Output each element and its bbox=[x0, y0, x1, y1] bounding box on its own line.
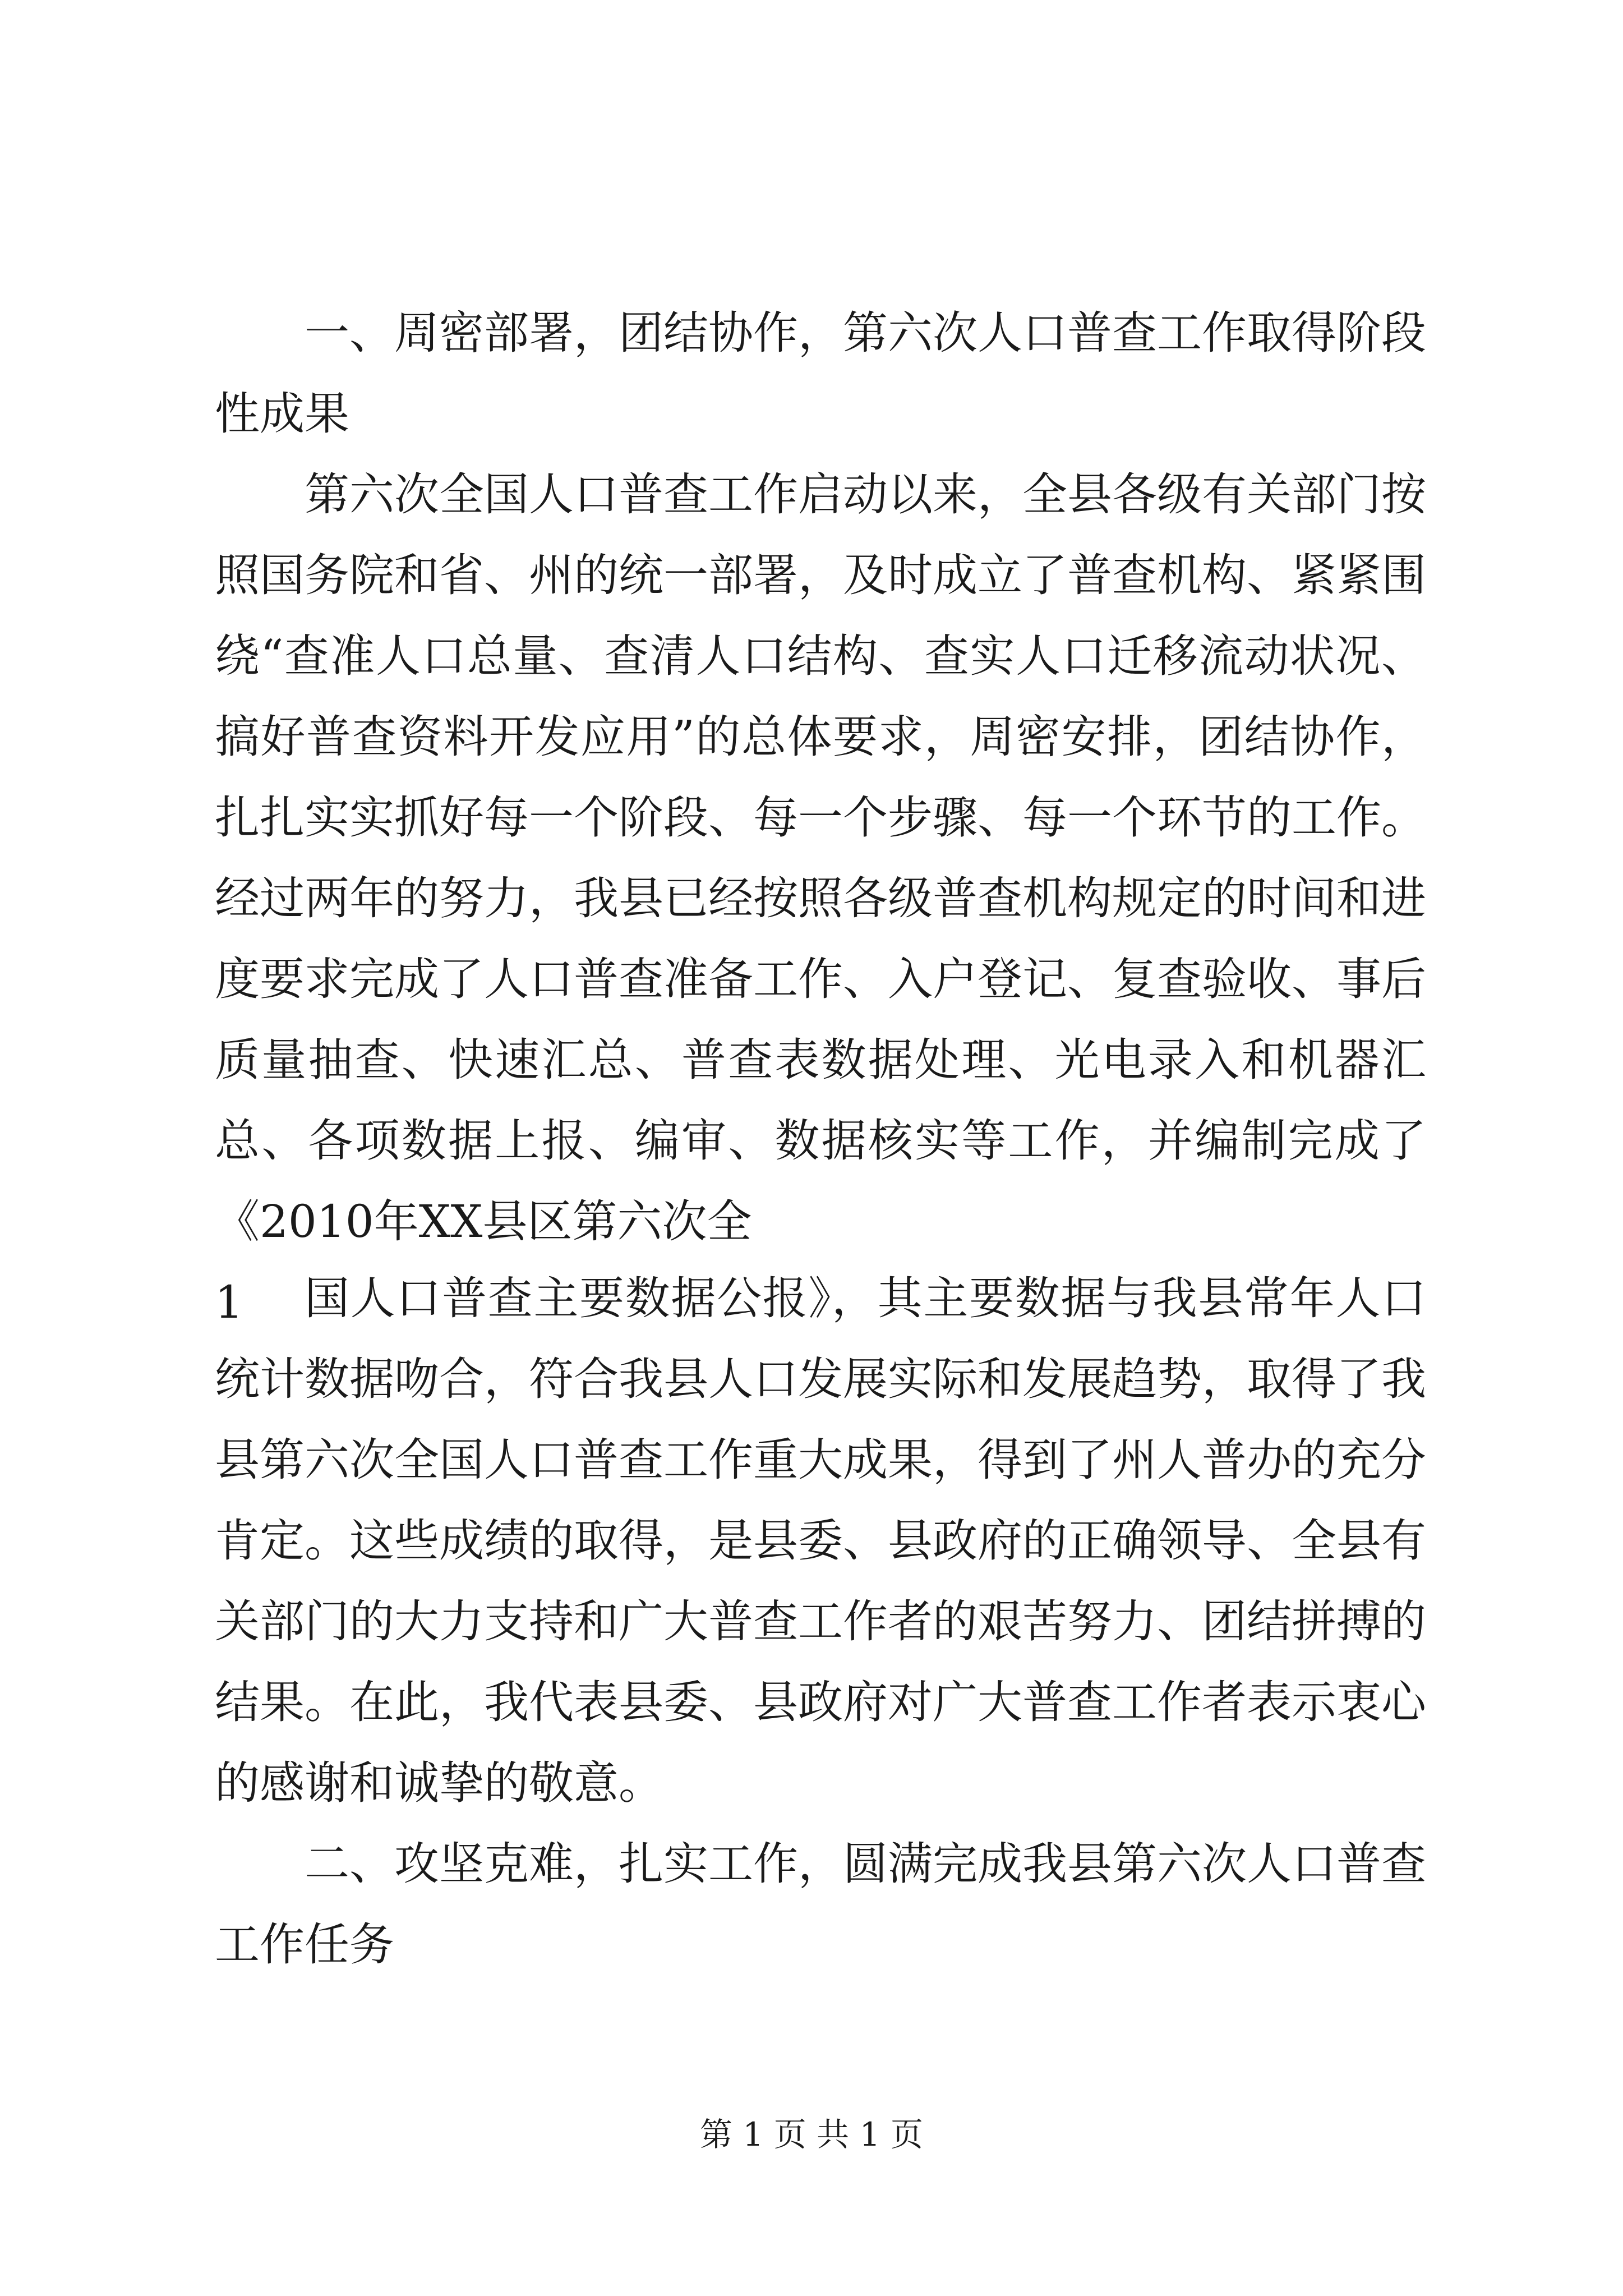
body-paragraph-1: 第六次全国人口普查工作启动以来，全县各级有关部门按照国务院和省、州的统一部署，及时成立了普查机构、紧紧围绕“查准人口总量、查清人口结构、查实人口迁移流动状况、搞好普查资料开发应用”的总体要求，周密安排，团结协作，扎扎实实抓好每一个阶段、每一个步骤、每一个环节的工作。经过两年的努力，我县已经按照各级普查机构规定的时间和进度要求完成了人口普查准备工作、入户登记、复查验收、事后质量抽查、快速汇总、普查表数据处理、光电录入和机器汇总、各项数据上报、编审、数据核实等工作，并编制完成了《2010年XX县区第六次全 bbox=[215, 468, 1426, 1248]
page-footer: 第 1 页 共 1 页 bbox=[700, 2115, 923, 2154]
body-paragraph-2: 国人口普查主要数据公报》，其主要数据与我县常年人口统计数据吻合，符合我县人口发展实际和发展趋势，取得了我县第六次全国人口普查工作重大成果，得到了州人普办的充分肯定。这些成绩的取得，是县委、县政府的正确领导、全县有关部门的大力支持和广大普查工作者的艰苦努力、团结拼搏的结果。在此，我代表县委、县政府对广大普查工作者表示衷心的感谢和诚挚的敬意。 bbox=[215, 1272, 1426, 1809]
section-heading-2: 二、攻坚克难，扎实工作，圆满完成我县第六次人口普查工作任务 bbox=[215, 1838, 1426, 1971]
page-marker: 1 bbox=[215, 1276, 243, 1328]
text-block-1 bbox=[215, 293, 1426, 1343]
text-block-2 bbox=[215, 1258, 1426, 1985]
section-heading-1: 一、周密部署，团结协作，第六次人口普查工作取得阶段性成果 bbox=[215, 307, 1426, 440]
